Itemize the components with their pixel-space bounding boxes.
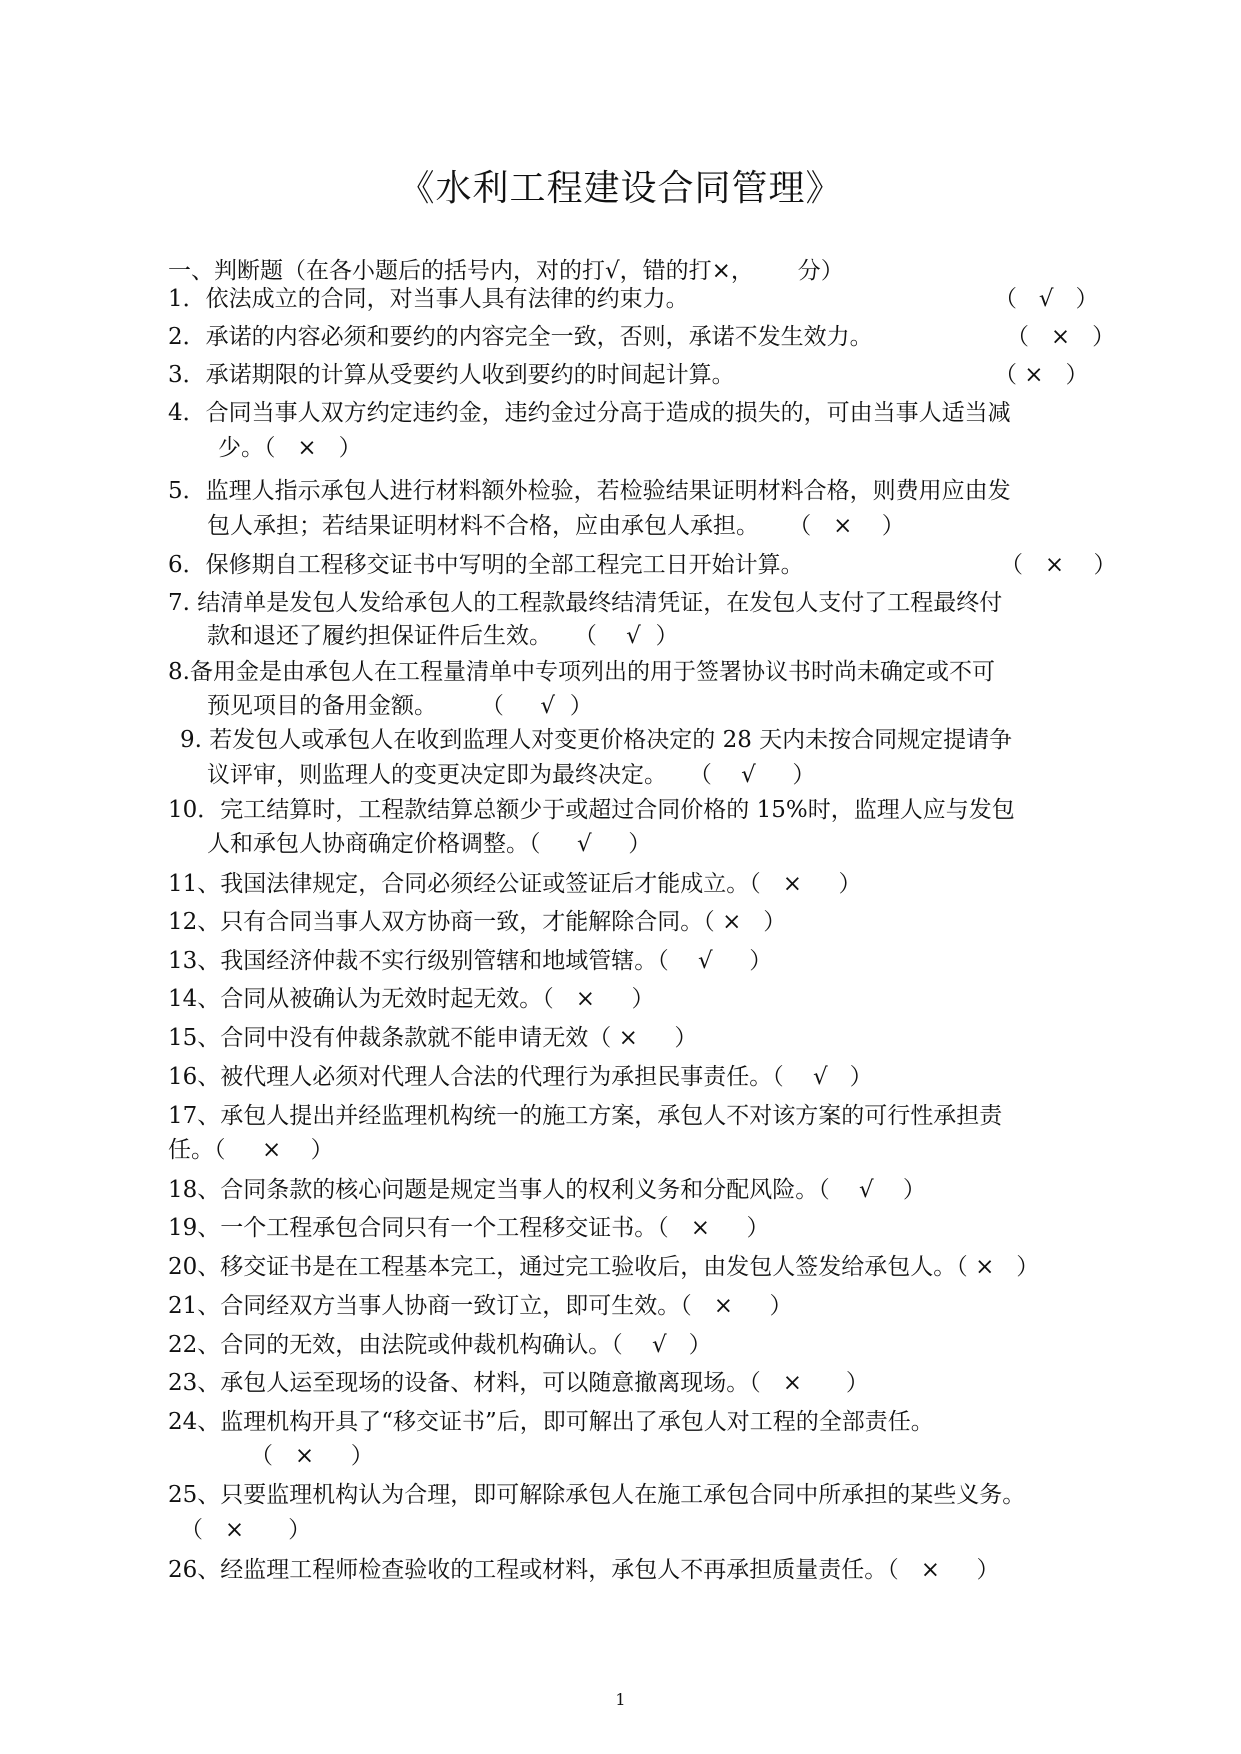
text-line: 2．承诺的内容必须和要约的内容完全一致，否则，承诺不发生效力。 [168, 324, 873, 350]
text-line: 25、只要监理机构认为合理，即可解除承包人在施工承包合同中所承担的某些义务。 [168, 1482, 1026, 1508]
answer-mark: （ × ） [1000, 552, 1117, 578]
document-title: 《水利工程建设合同管理》 [398, 168, 843, 209]
text-line: 26、经监理工程师检查验收的工程或材料，承包人不再承担质量责任。（ × ） [168, 1557, 1000, 1583]
text-line: 6．保修期自工程移交证书中写明的全部工程完工日开始计算。 [168, 552, 804, 578]
text-line: 议评审，则监理人的变更决定即为最终决定。 （ √ ） [207, 762, 816, 788]
text-line: 包人承担；若结果证明材料不合格，应由承包人承担。 （ × ） [207, 513, 905, 539]
text-line: 20、移交证书是在工程基本完工，通过完工验收后，由发包人签发给承包人。（ × ） [168, 1254, 1040, 1280]
text-line: 任。（ × ） [168, 1137, 334, 1163]
text-line: 人和承包人协商确定价格调整。（ √ ） [207, 831, 652, 857]
answer-mark: （ × ） [250, 1443, 374, 1469]
text-line: 11、我国法律规定，合同必须经公证或签证后才能成立。（ × ） [168, 871, 862, 897]
answer-mark: （ × ） [994, 362, 1089, 388]
text-line: 1．依法成立的合同，对当事人具有法律的约束力。 [168, 286, 689, 312]
text-line: 5．监理人指示承包人进行材料额外检验，若检验结果证明材料合格，则费用应由发 [168, 478, 1011, 504]
text-line: 23、承包人运至现场的设备、材料，可以随意撤离现场。（ × ） [168, 1370, 869, 1396]
text-line: 少。（ × ） [218, 435, 362, 461]
text-line: 14、合同从被确认为无效时起无效。（ × ） [168, 986, 655, 1012]
text-line: 17、承包人提出并经监理机构统一的施工方案，承包人不对该方案的可行性承担责 [168, 1103, 1003, 1129]
text-line: 10．完工结算时，工程款结算总额少于或超过合同价格的 15%时，监理人应与发包 [168, 797, 1015, 823]
section-heading: 一、判断题（在各小题后的括号内，对的打√，错的打×， 分） [168, 258, 844, 284]
text-line: 13、我国经济仲裁不实行级别管辖和地域管辖。（ √ ） [168, 948, 773, 974]
text-line: 15、合同中没有仲裁条款就不能申请无效（ × ） [168, 1025, 698, 1051]
text-line: 3．承诺期限的计算从受要约人收到要约的时间起计算。 [168, 362, 735, 388]
text-line: 16、被代理人必须对代理人合法的代理行为承担民事责任。（ √ ） [168, 1064, 873, 1090]
text-line: 24、监理机构开具了“移交证书”后，即可解出了承包人对工程的全部责任。 [168, 1409, 934, 1435]
text-line: 预见项目的备用金额。 （ √ ） [207, 693, 593, 719]
text-line: 21、合同经双方当事人协商一致订立，即可生效。（ × ） [168, 1293, 793, 1319]
text-line: 12、只有合同当事人双方协商一致，才能解除合同。（ × ） [168, 909, 787, 935]
answer-mark: （ × ） [1006, 324, 1116, 350]
text-line: 7. 结清单是发包人发给承包人的工程款最终结清凭证，在发包人支付了工程最终付 [168, 590, 1003, 616]
text-line: 9. 若发包人或承包人在收到监理人对变更价格决定的 28 天内未按合同规定提请争 [180, 727, 1013, 753]
answer-mark: （ √ ） [994, 286, 1099, 312]
page-number: 1 [615, 1690, 626, 1709]
text-line: 4．合同当事人双方约定违约金，违约金过分高于造成的损失的，可由当事人适当减 [168, 400, 1011, 426]
text-line: 款和退还了履约担保证件后生效。 （ √ ） [207, 623, 679, 649]
answer-mark: （ × ） [180, 1517, 312, 1543]
text-line: 8.备用金是由承包人在工程量清单中专项列出的用于签署协议书时尚未确定或不可 [168, 659, 995, 685]
text-line: 19、一个工程承包合同只有一个工程移交证书。（ × ） [168, 1215, 770, 1241]
text-line: 18、合同条款的核心问题是规定当事人的权利义务和分配风险。（ √ ） [168, 1177, 926, 1203]
text-line: 22、合同的无效，由法院或仲裁机构确认。（ √ ） [168, 1332, 712, 1358]
